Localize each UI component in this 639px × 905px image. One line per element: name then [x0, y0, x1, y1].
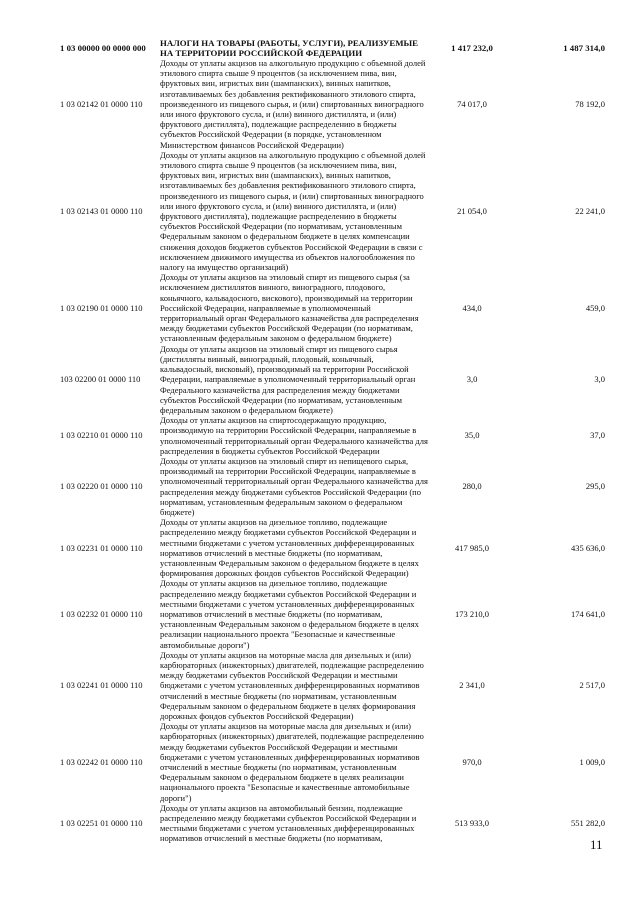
- amount-year-1-cell: 2 341,0: [459, 680, 485, 691]
- revenue-table: [60, 38, 605, 844]
- table-row-section-header: [60, 38, 605, 58]
- amount-year-1-cell: 417 985,0: [455, 542, 489, 553]
- amount-year-2-cell: 1 009,0: [579, 756, 605, 767]
- revenue-name-cell: Доходы от уплаты акцизов на алкогольную продукцию с объемной долей этилового спирта свыше 9 процентов (за исключением пива, вин, фруктовых вин, игристых вин (шампанских), винных напитков, изготавливаемых без добавления ректификованного этилового спирта, произведенного из пищевого сырья, и (или) спиртованных виноградного или иного фруктового сусла, и (или) винного дистиллята, и (или) фруктового дистиллята), подлежащие распределению в бюджеты субъектов Российской Федерации (в порядке, установленном Министерством финансов Российской Федерации): [160, 58, 426, 150]
- amount-year-2-cell: 295,0: [585, 481, 605, 492]
- table-row: [60, 578, 605, 649]
- amount-year-1-cell: 280,0: [462, 481, 482, 492]
- revenue-name-cell: Доходы от уплаты акцизов на алкогольную продукцию с объемной долей этилового спирта свыше 9 процентов (за исключением пива, вин, фруктовых вин, игристых вин (шампанских), винных напитков, изготавливаемых без добавления ректификованного этилового спирта, произведенного из пищевого сырья, и (или) спиртованных виноградного или иного фруктового сусла, и (или) винного дистиллята, и (или) фруктового дистиллята), подлежащие распределению в бюджеты субъектов Российской Федерации (по нормативам, установленным Федеральным законом о федеральном бюджете в целях компенсации снижения доходов бюджетов субъектов Российской Федерации в связи с исключением движимого имущества из объектов налогообложения по налогу на имущество организаций): [160, 149, 426, 273]
- revenue-name-cell: Доходы от уплаты акцизов на дизельное топливо, подлежащие распределению между бюджетами субъектов Российской Федерации и местными бюджетами с учетом установленных дифференцированных нормативов отчислений в местные бюджеты (по нормативам, установленным Федеральным законом о федеральном бюджете в целях реализации национального проекта "Безопасные и качественные автомобильные дороги"): [160, 578, 419, 650]
- revenue-name-cell: Доходы от уплаты акцизов на этиловый спирт из пищевого сырья (дистилляты винный, виноградный, плодовый, коньячный, кальвадосный, висковый), производимый на территории Российской Федерации, направляемые в уполномоченный территориальный орган Федерального казначейства для распределения между бюджетами субъектов Российской Федерации (по нормативам, установленным федеральным законом о федеральном бюджете): [160, 343, 416, 415]
- amount-year-2-cell: 435 636,0: [571, 542, 605, 553]
- table-row: [60, 517, 605, 578]
- revenue-name-cell: Доходы от уплаты акцизов на этиловый спирт из непищевого сырья, производимый на территории Российской Федерации, направляемые в уполномоченный территориальный орган Федерального казначейства для распределения между бюджетами субъектов Российской Федерации (по нормативам, установленным федеральным законом о федеральном бюджете): [160, 455, 428, 517]
- budget-code-cell: 1 03 02210 01 0000 110: [60, 430, 143, 441]
- revenue-name-cell: Доходы от уплаты акцизов на моторные масла для дизельных и (или) карбюраторных (инжекторных) двигателей, подлежащие распределению между бюджетами субъектов Российской Федерации и местными бюджетами с учетом установленных дифференцированных нормативов отчислений в местные бюджеты (по нормативам, установленным Федеральным законом о федеральном бюджете в целях формирования дорожных фондов субъектов Российской Федерации): [160, 649, 424, 721]
- revenue-name-cell: Доходы от уплаты акцизов на этиловый спирт из пищевого сырья (за исключением дистиллятов винного, виноградного, плодового, коньячного, кальвадосного, вискового), производимый на территории Российской Федерации, направляемые в уполномоченный территориальный орган Федерального казначейства для распределения между бюджетами субъектов Российской Федерации (по нормативам, установленным федеральным законом о федеральном бюджете): [160, 272, 419, 344]
- revenue-name-cell: Доходы от уплаты акцизов на спиртосодержащую продукцию, производимую на территории Российской Федерации, направляемые в уполномоченный территориальный орган Федерального казначейства для распределения в бюджеты субъектов Российской Федерации: [160, 415, 428, 456]
- table-row: [60, 415, 605, 456]
- budget-code-cell: 1 03 02232 01 0000 110: [60, 608, 143, 619]
- revenue-table-body: [60, 38, 605, 844]
- table-row: [60, 456, 605, 517]
- amount-year-2-cell: 459,0: [585, 302, 605, 313]
- budget-code-cell: 1 03 02251 01 0000 110: [60, 818, 143, 829]
- table-row: [60, 58, 605, 150]
- budget-code-cell: 1 03 02242 01 0000 110: [60, 756, 143, 767]
- budget-code-cell: 1 03 02231 01 0000 110: [60, 542, 143, 553]
- revenue-name-cell: Доходы от уплаты акцизов на моторные масла для дизельных и (или) карбюраторных (инжекторных) двигателей, подлежащие распределению между бюджетами субъектов Российской Федерации и местными бюджетами с учетом установленных дифференцированных нормативов отчислений в местные бюджеты (по нормативам, установленным Федеральным законом о федеральном бюджете в целях реализации национального проекта "Безопасные и качественные автомобильные дороги"): [160, 721, 424, 803]
- amount-year-1-cell: 3,0: [466, 374, 478, 385]
- amount-year-2-cell: 37,0: [590, 430, 605, 441]
- amount-year-2-cell: 22 241,0: [575, 205, 605, 216]
- budget-code-cell: 1 03 02143 01 0000 110: [60, 205, 143, 216]
- table-row: [60, 721, 605, 803]
- table-row: [60, 272, 605, 343]
- amount-year-1-cell: 970,0: [462, 756, 482, 767]
- revenue-name-cell: Доходы от уплаты акцизов на автомобильный бензин, подлежащие распределению между бюджетами субъектов Российской Федерации и местными бюджетами с учетом установленных дифференцированных нормативов отчислений в местные бюджеты (по нормативам,: [160, 802, 417, 844]
- budget-code-cell: 1 03 02241 01 0000 110: [60, 680, 143, 691]
- table-row: [60, 803, 605, 844]
- table-row: [60, 650, 605, 721]
- amount-year-1-cell: 21 054,0: [457, 205, 487, 216]
- amount-year-1-cell: 35,0: [464, 430, 480, 441]
- amount-year-1-cell: 434,0: [462, 302, 482, 313]
- revenue-name-cell: НАЛОГИ НА ТОВАРЫ (РАБОТЫ, УСЛУГИ), РЕАЛИЗУЕМЫЕ НА ТЕРРИТОРИИ РОССИЙСКОЙ ФЕДЕРАЦИИ: [160, 38, 419, 58]
- amount-year-1-cell: 173 210,0: [455, 608, 489, 619]
- budget-code-cell: 1 03 02142 01 0000 110: [60, 98, 143, 109]
- amount-year-1-cell: 74 017,0: [457, 98, 487, 109]
- amount-year-2-cell: 1 487 314,0: [563, 43, 605, 53]
- budget-code-cell: 1 03 00000 00 0000 000: [60, 43, 146, 53]
- amount-year-2-cell: 3,0: [594, 374, 605, 385]
- budget-code-cell: 1 03 02190 01 0000 110: [60, 302, 143, 313]
- amount-year-2-cell: 551 282,0: [571, 818, 605, 829]
- amount-year-1-cell: 1 417 232,0: [451, 43, 493, 53]
- budget-code-cell: 1 03 02220 01 0000 110: [60, 481, 143, 492]
- amount-year-1-cell: 513 933,0: [455, 818, 489, 829]
- amount-year-2-cell: 2 517,0: [579, 680, 605, 691]
- page-number: 11: [590, 837, 603, 852]
- amount-year-2-cell: 174 641,0: [571, 608, 605, 619]
- table-row: [60, 150, 605, 272]
- revenue-name-cell: Доходы от уплаты акцизов на дизельное топливо, подлежащие распределению между бюджетами субъектов Российской Федерации и местными бюджетами с учетом установленных дифференцированных нормативов отчислений в местные бюджеты (по нормативам, установленным Федеральным законом о федеральном бюджете в целях формирования дорожных фондов субъектов Российской Федерации): [160, 517, 419, 579]
- budget-code-cell: 103 02200 01 0000 110: [60, 374, 141, 385]
- table-row: [60, 344, 605, 415]
- amount-year-2-cell: 78 192,0: [575, 98, 605, 109]
